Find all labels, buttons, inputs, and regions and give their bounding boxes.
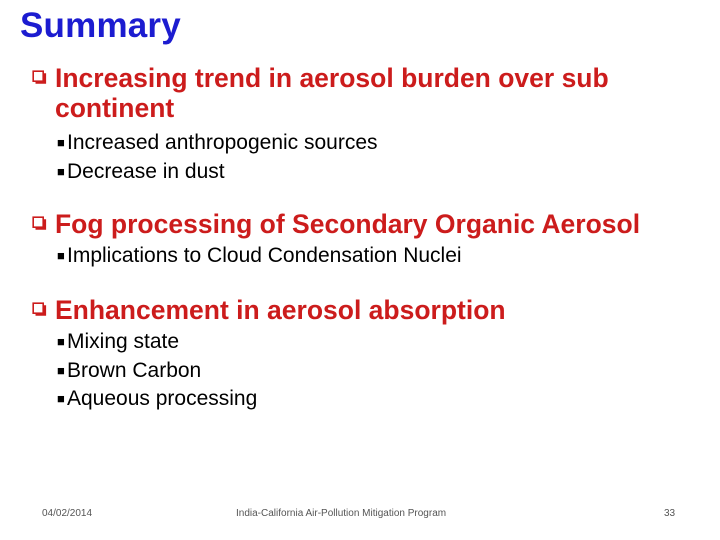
square-bullet-icon: ■ bbox=[57, 163, 65, 179]
square-bullet-icon: ■ bbox=[57, 248, 65, 263]
slide-title: Summary bbox=[20, 6, 181, 45]
sub-bullet-text: Increased anthropogenic sources bbox=[67, 131, 378, 154]
sub-bullet bbox=[32, 242, 712, 271]
footer-page-number: 33 bbox=[664, 508, 676, 519]
sub-bullet-text: Decrease in dust bbox=[67, 159, 225, 183]
sub-bullet-text: Aqueous processing bbox=[67, 387, 258, 410]
sub-bullet bbox=[32, 158, 712, 187]
bullet-heading-text: Enhancement in aerosol absorption bbox=[55, 295, 506, 325]
square-bullet-icon: ■ bbox=[57, 135, 65, 150]
bullet-heading bbox=[32, 295, 712, 325]
bullet-heading bbox=[32, 63, 712, 123]
bullet-section-2 bbox=[32, 209, 712, 271]
bullet-heading bbox=[32, 209, 712, 239]
sub-bullet-text: Brown Carbon bbox=[67, 358, 202, 382]
hollow-box-icon bbox=[32, 216, 47, 232]
sub-bullet bbox=[32, 328, 712, 357]
sub-bullet-text: Implications to Cloud Condensation Nuclei bbox=[67, 244, 462, 267]
sub-bullet bbox=[32, 357, 712, 386]
bullet-heading-text: Fog processing of Secondary Organic Aerosol bbox=[55, 209, 641, 239]
sub-bullet-text: Mixing state bbox=[67, 330, 180, 353]
sub-bullet bbox=[32, 385, 712, 414]
square-bullet-icon: ■ bbox=[57, 334, 65, 349]
bullet-section-3 bbox=[32, 295, 712, 414]
square-bullet-icon: ■ bbox=[57, 362, 65, 378]
footer-date: 04/02/2014 bbox=[42, 508, 93, 519]
bullet-section-1 bbox=[32, 63, 712, 186]
sub-bullet bbox=[32, 129, 712, 158]
hollow-box-icon bbox=[32, 70, 47, 86]
hollow-box-icon bbox=[32, 302, 47, 318]
bullet-heading-text: Increasing trend in aerosol burden over sub continent bbox=[55, 63, 609, 123]
square-bullet-icon: ■ bbox=[57, 391, 65, 406]
footer-program: India-California Air-Pollution Mitigation Program bbox=[236, 508, 447, 519]
